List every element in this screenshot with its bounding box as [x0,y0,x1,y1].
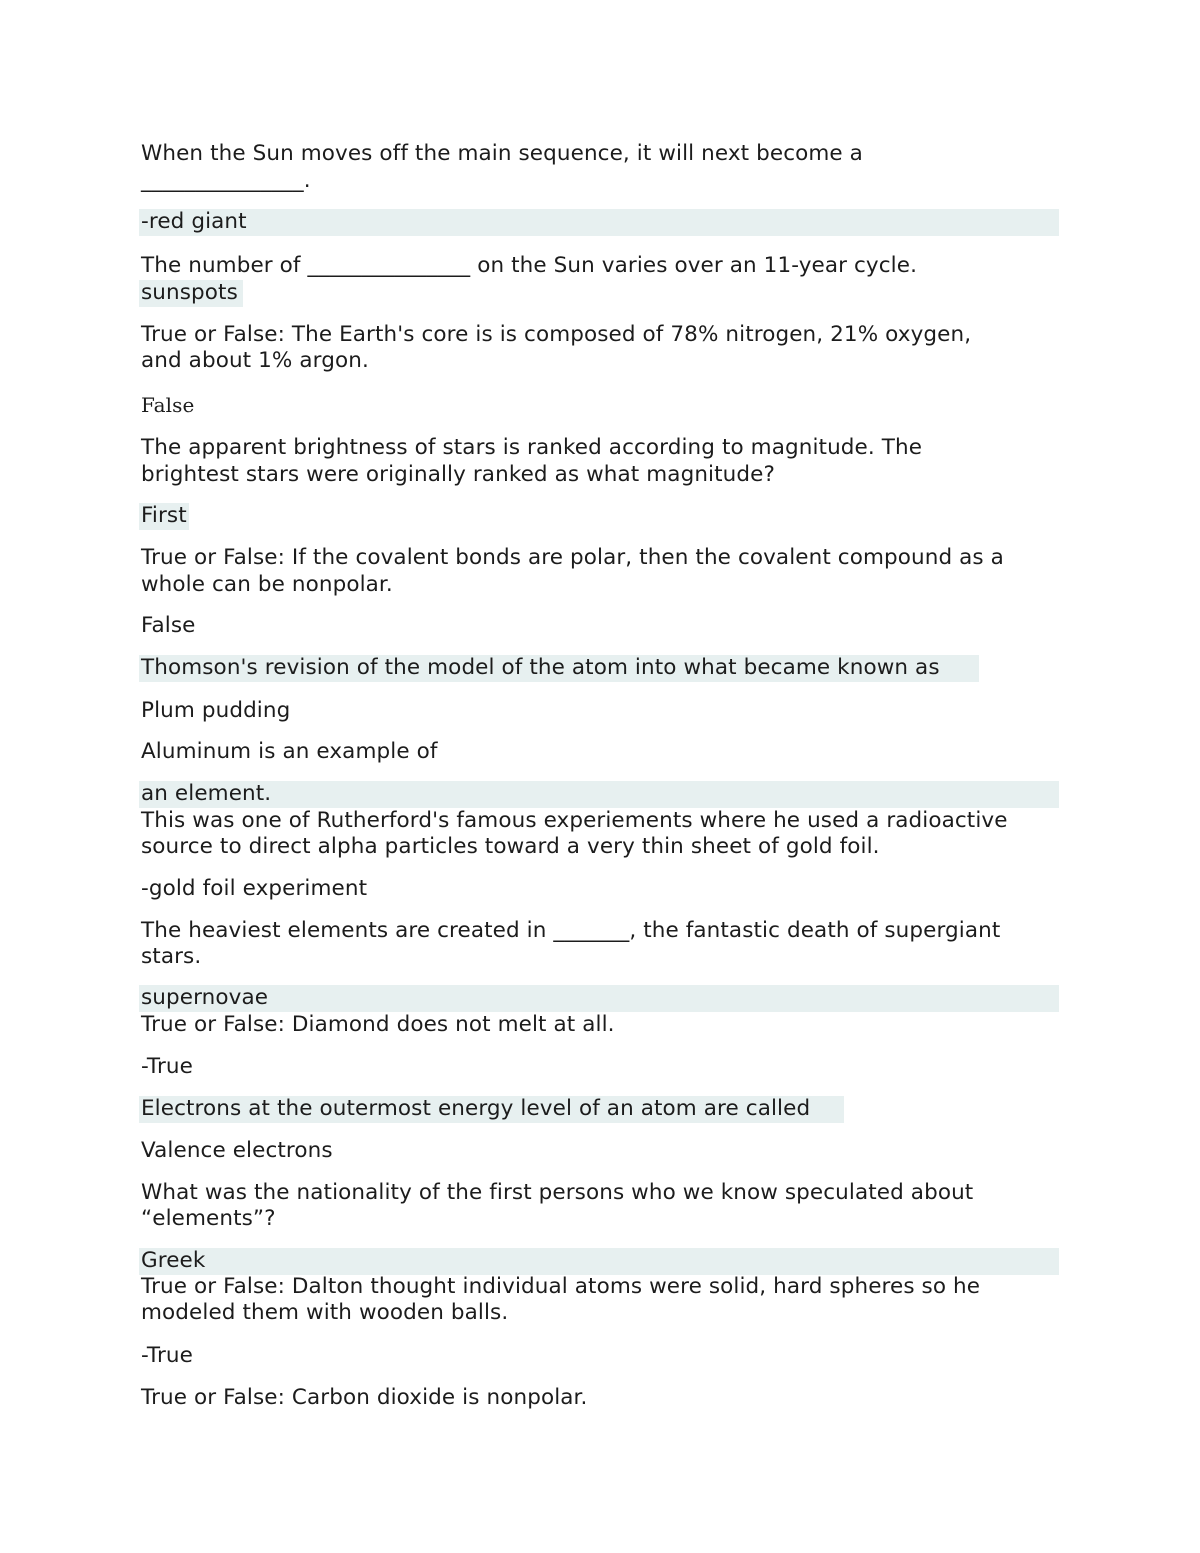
answer-text: -True [141,1343,193,1368]
question-text: and about 1% argon. [141,348,369,373]
question-text: When the Sun moves off the main sequence, it will next become a [141,141,863,166]
answer-text: False [141,393,195,417]
answer-text: Greek [141,1248,206,1273]
answer-text: supernovae [141,985,269,1010]
question-text: Aluminum is an example of [141,739,438,764]
answer-text: -gold foil experiment [141,876,368,901]
question-text: The number of _______________ on the Sun varies over an 11-year cycle. [141,253,918,278]
answer-text: sunspots [141,280,238,305]
question-text: True or False: If the covalent bonds are polar, then the covalent compound as a [141,545,1004,570]
question-text: Thomson's revision of the model of the atom into what became known as [141,655,940,680]
answer-highlight [139,985,1059,1012]
question-text: True or False: The Earth's core is is composed of 78% nitrogen, 21% oxygen, [141,322,972,347]
question-text: True or False: Dalton thought individual atoms were solid, hard spheres so he [141,1274,981,1299]
question-text: source to direct alpha particles toward a very thin sheet of gold foil. [141,834,880,859]
answer-highlight [139,1248,1059,1275]
answer-text: First [141,503,187,528]
answer-text: -red giant [141,209,247,234]
question-text: The apparent brightness of stars is ranked according to magnitude. The [141,435,923,460]
question-text: “elements”? [141,1206,276,1231]
question-text: brightest stars were originally ranked as what magnitude? [141,462,775,487]
question-text: whole can be nonpolar. [141,572,393,597]
question-text: stars. [141,944,202,969]
answer-text: False [141,613,196,638]
question-text: What was the nationality of the first persons who we know speculated about [141,1180,974,1205]
answer-text: Plum pudding [141,698,291,723]
question-text: True or False: Carbon dioxide is nonpolar. [141,1385,588,1410]
question-text: This was one of Rutherford's famous experiements where he used a radioactive [141,808,1008,833]
answer-text: -True [141,1054,193,1079]
question-text: The heaviest elements are created in _______, the fantastic death of supergiant [141,918,1001,943]
question-text: True or False: Diamond does not melt at all. [141,1012,615,1037]
answer-text: an element. [141,781,272,806]
question-text: Electrons at the outermost energy level of an atom are called [141,1096,811,1121]
answer-highlight [139,209,1059,236]
answer-highlight [139,781,1059,808]
question-text: _______________. [141,168,311,193]
question-text: modeled them with wooden balls. [141,1300,509,1325]
answer-text: Valence electrons [141,1138,333,1163]
